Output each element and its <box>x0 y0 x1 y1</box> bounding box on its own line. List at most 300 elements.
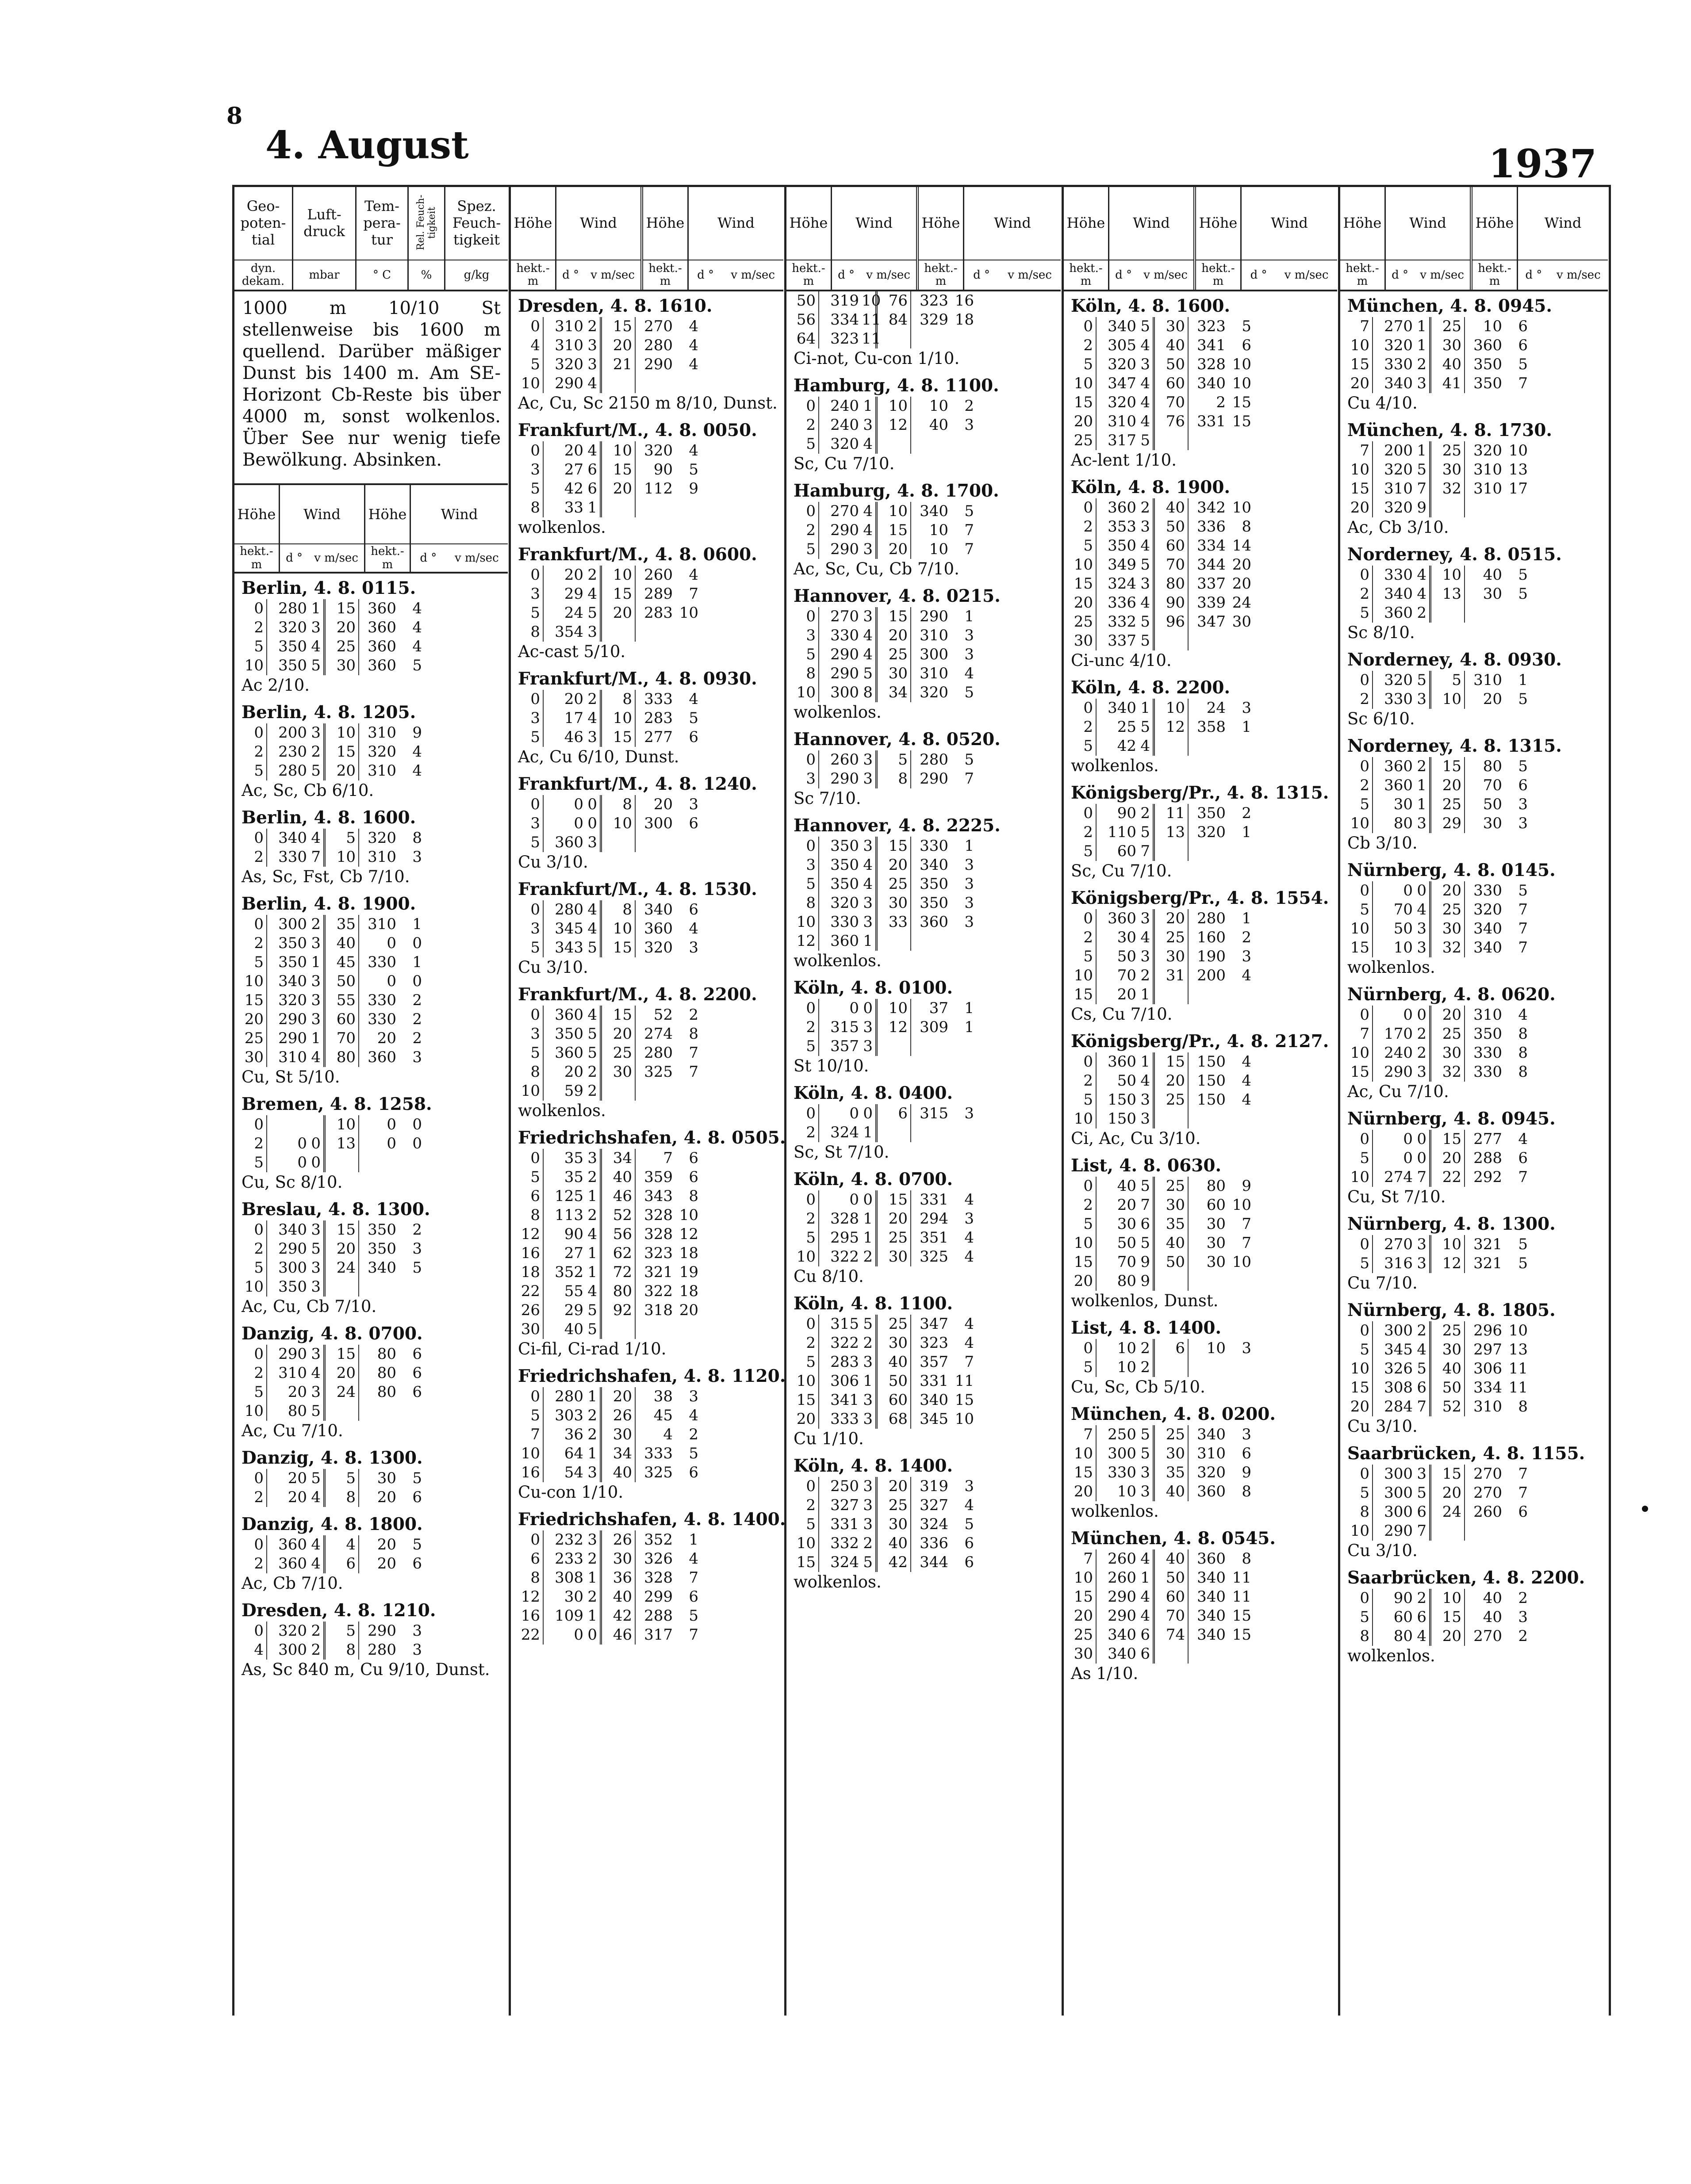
data-cell: 10 <box>1372 938 1415 957</box>
data-cell: 1 <box>1415 336 1431 355</box>
data-cell: 76 <box>888 292 908 310</box>
data-cell: 10 <box>1508 1322 1528 1339</box>
data-row <box>1071 1339 1332 1358</box>
data-cell: 0 <box>586 795 602 814</box>
cloud-note: Ci-fil, Ci-rad 1/10. <box>518 1339 667 1358</box>
data-cell <box>1155 631 1188 650</box>
data-cell: 15 <box>1074 1588 1093 1606</box>
data-cell: 0 <box>1360 1465 1369 1483</box>
data-cell: 5 <box>530 480 540 497</box>
cloud-note: Sc, Cu 7/10. <box>794 454 895 473</box>
data-cell: 7 <box>1415 479 1431 498</box>
data-cell: 6 <box>1518 1149 1528 1167</box>
data-cell: 30 <box>1442 461 1461 478</box>
data-cell: 5 <box>586 1025 602 1044</box>
data-cell: 12 <box>679 1225 698 1243</box>
data-cell: 277 <box>635 728 675 747</box>
data-row <box>1347 1484 1603 1503</box>
data-cell: 4 <box>1139 737 1155 756</box>
cloud-note: Ac 2/10. <box>242 676 310 695</box>
data-cell: 6 <box>689 1168 698 1186</box>
station-block <box>234 1447 508 1510</box>
data-cell: 150 <box>1188 1052 1228 1071</box>
data-cell: 24 <box>336 1383 356 1401</box>
data-row <box>794 999 1055 1018</box>
data-cell: 2 <box>586 317 602 336</box>
data-row <box>518 709 778 728</box>
data-cell: 2 <box>1242 804 1251 822</box>
data-row <box>1347 900 1603 919</box>
data-cell: 320 <box>910 683 951 702</box>
data-cell: 290 <box>818 769 862 788</box>
data-row <box>518 1063 778 1082</box>
data-cell: 0 <box>266 1134 310 1153</box>
data-cell: 350 <box>1096 536 1139 555</box>
data-cell: 50 <box>1096 1071 1139 1090</box>
data-cell: 0 <box>530 1149 540 1167</box>
data-cell: 15 <box>1232 413 1251 430</box>
data-cell: 20 <box>1074 1483 1093 1500</box>
data-cell: 280 <box>543 900 586 919</box>
data-cell: 33 <box>888 913 908 931</box>
header-pressure: Luft-druck mbar <box>293 186 357 290</box>
data-cell <box>1431 604 1464 623</box>
data-cell: 3 <box>530 709 540 727</box>
data-cell: 20 <box>888 1210 908 1228</box>
data-cell: 5 <box>530 834 540 851</box>
data-cell: 15 <box>1232 1607 1251 1625</box>
data-cell: 3 <box>862 1353 878 1372</box>
data-cell: 3 <box>530 815 540 832</box>
data-cell: 5 <box>1360 604 1369 622</box>
data-cell: 20 <box>266 1488 310 1507</box>
data-cell <box>1228 985 1254 1004</box>
data-cell <box>1155 985 1188 1004</box>
data-cell <box>602 623 635 642</box>
data-cell: 2 <box>1518 1627 1528 1645</box>
data-cell: 110 <box>1096 823 1139 842</box>
data-cell: 1 <box>1415 795 1431 814</box>
data-cell: 2 <box>1415 1025 1431 1044</box>
data-cell: 5 <box>530 1168 540 1186</box>
data-cell: 30 <box>521 1320 540 1338</box>
cloud-note: wolkenlos. <box>1347 1646 1435 1665</box>
data-cell: 0 <box>1083 910 1093 927</box>
data-cell: 280 <box>635 336 675 355</box>
data-cell: 2 <box>862 1334 878 1353</box>
data-cell: 40 <box>613 1588 632 1606</box>
data-cell: 4 <box>964 1248 974 1266</box>
cloud-note: Sc 7/10. <box>794 789 861 808</box>
header-wind: Wind d ° v m/sec <box>1386 186 1472 290</box>
data-cell: 4 <box>1139 393 1155 412</box>
data-cell: 56 <box>796 311 816 329</box>
data-row <box>1347 1340 1603 1359</box>
data-cell: 6 <box>1518 317 1528 335</box>
data-cell: 10 <box>244 657 264 674</box>
data-cell: 20 <box>1232 575 1251 593</box>
cloud-note: Cu, St 7/10. <box>1347 1187 1446 1206</box>
data-cell: 4 <box>586 441 602 460</box>
column-header <box>511 186 783 291</box>
data-cell: 7 <box>1242 1215 1251 1233</box>
data-cell: 20 <box>888 540 908 558</box>
data-cell: 280 <box>358 1641 399 1660</box>
data-row <box>1071 1425 1332 1444</box>
data-row <box>794 1410 1055 1429</box>
data-cell: 29 <box>543 1301 586 1320</box>
data-cell: 0 <box>358 972 399 991</box>
data-cell: 13 <box>1508 461 1528 478</box>
data-cell: 200 <box>1372 441 1415 460</box>
data-cell: 3 <box>310 1220 326 1239</box>
data-cell: 331 <box>910 1372 951 1391</box>
data-row <box>794 626 1055 645</box>
data-cell: 15 <box>1442 1608 1461 1626</box>
data-row <box>518 1282 778 1301</box>
data-cell: 320 <box>266 1622 310 1641</box>
data-cell: 40 <box>910 416 951 435</box>
data-row <box>794 1553 1055 1572</box>
data-row <box>1347 1503 1603 1522</box>
data-cell: 340 <box>1372 585 1415 604</box>
data-cell <box>326 1278 358 1297</box>
data-cell: 150 <box>1188 1090 1228 1109</box>
data-cell: 350 <box>266 934 310 953</box>
data-cell: 15 <box>888 837 908 855</box>
data-row <box>1071 1549 1332 1568</box>
data-cell: 290 <box>358 1622 399 1641</box>
data-cell: 2 <box>586 1206 602 1225</box>
data-cell: 41 <box>1442 375 1461 392</box>
data-cell: 20 <box>613 604 632 622</box>
data-cell: 16 <box>521 1244 540 1262</box>
data-cell: 340 <box>1096 699 1139 718</box>
data-cell: 330 <box>358 953 399 972</box>
data-cell: 0 <box>358 1115 399 1134</box>
data-cell: 6 <box>689 815 698 832</box>
data-cell: 45 <box>336 953 356 971</box>
data-cell: 2 <box>254 848 264 866</box>
data-cell: 15 <box>1442 1465 1461 1483</box>
data-cell: 290 <box>818 645 862 664</box>
data-cell: 290 <box>266 1239 310 1258</box>
data-cell: 327 <box>910 1496 951 1515</box>
data-cell: 4 <box>412 762 422 780</box>
data-cell: 32 <box>1442 939 1461 956</box>
cloud-note: Cu 3/10. <box>1347 1417 1418 1436</box>
data-cell: 20 <box>635 795 675 814</box>
data-cell: 288 <box>1464 1149 1505 1168</box>
data-cell: 327 <box>818 1496 862 1515</box>
data-cell: 343 <box>635 1187 675 1206</box>
data-cell: 20 <box>1350 499 1369 516</box>
data-cell: 20 <box>1232 556 1251 574</box>
data-row <box>794 521 1055 540</box>
data-row <box>242 723 502 742</box>
data-cell: 46 <box>613 1187 632 1205</box>
data-cell: 96 <box>1166 613 1185 631</box>
data-cell: 24 <box>543 604 586 623</box>
data-cell: 0 <box>412 972 422 990</box>
data-cell: 10 <box>1232 499 1251 516</box>
data-cell: 5 <box>346 829 356 847</box>
cloud-note: Ac-lent 1/10. <box>1071 451 1177 470</box>
data-cell: 11 <box>1508 1360 1528 1377</box>
data-cell: 15 <box>796 1553 816 1571</box>
data-cell: 25 <box>336 638 356 655</box>
data-cell: 46 <box>543 728 586 747</box>
data-cell: 10 <box>955 1410 974 1428</box>
data-cell: 299 <box>635 1587 675 1606</box>
cloud-note: Cu, Sc, Cb 5/10. <box>1071 1377 1205 1396</box>
data-cell: 0 <box>806 1105 816 1122</box>
data-cell: 5 <box>1083 1091 1093 1109</box>
data-row <box>518 441 778 460</box>
column-header <box>1064 186 1337 291</box>
data-row <box>242 656 502 675</box>
data-cell: 0 <box>530 1531 540 1549</box>
data-cell: 0 <box>1083 317 1093 335</box>
data-cell: 2 <box>1415 1589 1431 1608</box>
data-row <box>518 460 778 479</box>
data-cell: 64 <box>796 330 816 348</box>
data-cell: 50 <box>1166 1253 1185 1271</box>
data-row <box>1071 985 1332 1004</box>
data-cell: 40 <box>1442 1360 1461 1377</box>
data-cell: 10 <box>1166 699 1185 717</box>
data-cell: 6 <box>530 1550 540 1568</box>
data-cell: 20 <box>266 1469 310 1488</box>
data-cell: 30 <box>1166 317 1185 335</box>
data-cell: 5 <box>310 1239 326 1258</box>
data-cell: 5 <box>1518 1255 1528 1272</box>
data-cell: 324 <box>818 1553 862 1572</box>
data-cell: 340 <box>910 1391 951 1410</box>
data-cell <box>878 932 910 951</box>
data-cell: 328 <box>635 1206 675 1225</box>
data-cell: 4 <box>310 1364 326 1383</box>
data-cell: 300 <box>1372 1484 1415 1503</box>
data-cell: 3 <box>1415 374 1431 393</box>
data-row <box>518 566 778 585</box>
station-title: Saarbrücken, 4. 8. 1155. <box>1347 1443 1585 1464</box>
station-title: Hannover, 4. 8. 2225. <box>794 815 1001 836</box>
data-cell: 323 <box>1188 317 1228 336</box>
data-cell <box>399 1278 425 1297</box>
data-row <box>1347 498 1603 517</box>
data-cell: 60 <box>336 1010 356 1028</box>
data-cell: 22 <box>1442 1168 1461 1186</box>
data-cell <box>675 623 701 642</box>
data-row <box>1347 1149 1603 1168</box>
station-title: München, 4. 8. 0945. <box>1347 296 1553 316</box>
data-cell: 325 <box>910 1247 951 1266</box>
data-cell: 3 <box>862 1391 878 1410</box>
data-cell: 0 <box>818 999 862 1018</box>
data-cell: 15 <box>336 1345 356 1363</box>
data-cell: 5 <box>586 1301 602 1320</box>
data-cell: 30 <box>358 1469 399 1488</box>
data-cell: 7 <box>1083 1426 1093 1443</box>
data-cell: 5 <box>1360 1608 1369 1626</box>
data-cell: 349 <box>1096 555 1139 574</box>
data-cell: 7 <box>1518 920 1528 937</box>
data-cell: 343 <box>543 938 586 957</box>
data-cell: 80 <box>358 1345 399 1364</box>
cloud-note: Ac, Sc, Cb 6/10. <box>242 781 374 800</box>
data-cell <box>326 1153 358 1172</box>
data-row <box>1347 776 1603 795</box>
data-row <box>518 919 778 938</box>
data-cell: 326 <box>635 1549 675 1568</box>
station-title: Nürnberg, 4. 8. 0945. <box>1347 1109 1556 1129</box>
data-cell: 9 <box>412 724 422 742</box>
data-cell: 2 <box>1415 604 1431 623</box>
data-cell: 10 <box>521 1082 540 1100</box>
data-cell: 10 <box>910 540 951 559</box>
data-cell: 2 <box>1083 823 1093 841</box>
data-cell: 30 <box>613 1550 632 1568</box>
data-cell: 20 <box>266 1383 310 1402</box>
data-cell: 0 <box>586 1626 602 1645</box>
data-row <box>242 742 502 761</box>
data-cell: 5 <box>1083 356 1093 373</box>
data-row <box>518 1168 778 1187</box>
data-cell: 324 <box>1096 574 1139 593</box>
data-cell: 340 <box>910 502 951 521</box>
data-cell: 30 <box>613 1426 632 1443</box>
data-cell: 8 <box>689 1187 698 1205</box>
data-cell: 330 <box>1464 881 1505 900</box>
data-cell: 34 <box>613 1149 632 1167</box>
station-block <box>1340 649 1608 731</box>
data-cell: 8 <box>1518 1044 1528 1062</box>
station-title: Köln, 4. 8. 1100. <box>794 1293 953 1314</box>
data-cell: 7 <box>1518 1168 1528 1186</box>
data-cell: 340 <box>1188 1587 1228 1606</box>
header-geopotential: Geo-poten-tial dyn. dekam. <box>234 186 293 290</box>
cloud-note: wolkenlos. <box>794 1572 882 1591</box>
data-cell: 5 <box>1415 460 1431 479</box>
data-cell: 20 <box>1442 1484 1461 1502</box>
data-cell: 0 <box>530 690 540 708</box>
data-cell: 30 <box>1442 1341 1461 1358</box>
data-cell: 4 <box>964 1496 974 1514</box>
cloud-note: Cu 3/10. <box>518 853 588 872</box>
data-cell: 340 <box>1188 1606 1228 1626</box>
data-row <box>1347 1608 1603 1627</box>
data-row <box>1071 966 1332 985</box>
data-cell: 15 <box>1442 1130 1461 1148</box>
data-cell: 1 <box>310 599 326 618</box>
data-cell: 290 <box>1372 1063 1415 1082</box>
data-cell: 6 <box>689 901 698 918</box>
data-cell: 360 <box>358 637 399 656</box>
data-cell: 4 <box>310 1488 326 1507</box>
data-cell: 3 <box>964 913 974 931</box>
data-cell: 360 <box>266 1535 310 1554</box>
data-cell: 340 <box>1372 374 1415 393</box>
data-row <box>1347 1025 1603 1044</box>
data-cell: 5 <box>254 1154 264 1171</box>
data-cell: 3 <box>1518 796 1528 813</box>
data-cell: 5 <box>1083 842 1093 860</box>
data-cell: 2 <box>1083 518 1093 535</box>
data-row <box>1071 1626 1332 1645</box>
data-cell: 13 <box>1508 1341 1528 1358</box>
station-title: Friedrichshafen, 4. 8. 0505. <box>518 1128 786 1148</box>
data-cell: 5 <box>1452 671 1461 689</box>
data-cell: 25 <box>1166 1426 1185 1443</box>
data-cell: 15 <box>336 600 356 617</box>
data-cell: 344 <box>910 1553 951 1572</box>
data-cell: 25 <box>888 875 908 893</box>
data-cell: 60 <box>1166 1588 1185 1606</box>
data-cell: 20 <box>888 1477 908 1495</box>
data-cell: 12 <box>888 416 908 434</box>
data-cell: 0 <box>530 317 540 335</box>
data-cell: 2 <box>1360 690 1369 708</box>
data-cell: 5 <box>1518 356 1528 373</box>
data-cell: 337 <box>1188 574 1228 593</box>
data-cell: 8 <box>1518 1063 1528 1081</box>
data-cell: 1 <box>1415 441 1431 460</box>
data-cell: 45 <box>635 1406 675 1425</box>
data-cell: 300 <box>635 814 675 833</box>
data-cell: 20 <box>1350 375 1369 392</box>
data-cell: 320 <box>1096 393 1139 412</box>
station-block <box>511 543 783 664</box>
data-cell: 0 <box>1360 1589 1369 1607</box>
data-cell <box>635 498 675 517</box>
data-cell: 80 <box>613 1282 632 1300</box>
station-block <box>786 291 1061 371</box>
data-cell: 3 <box>862 416 878 435</box>
cloud-note: wolkenlos. <box>794 951 882 970</box>
data-cell: 9 <box>689 480 698 497</box>
data-cell: 5 <box>806 1353 816 1371</box>
data-cell: 20 <box>1074 594 1093 612</box>
data-cell: 4 <box>1139 412 1155 431</box>
data-cell: 22 <box>521 1282 540 1300</box>
data-cell: 25 <box>613 1044 632 1062</box>
station-block <box>234 1323 508 1443</box>
data-cell: 320 <box>635 441 675 460</box>
data-row <box>1071 737 1332 756</box>
data-cell: 315 <box>818 1315 862 1334</box>
data-row <box>794 502 1055 521</box>
data-cell: 0 <box>1360 566 1369 584</box>
data-row <box>1347 1465 1603 1484</box>
data-cell: 0 <box>254 829 264 847</box>
data-cell: 0 <box>530 901 540 918</box>
data-cell: 50 <box>796 292 816 310</box>
data-cell: 360 <box>1188 1549 1228 1568</box>
data-row <box>1071 1071 1332 1090</box>
data-cell: 5 <box>586 604 602 623</box>
data-cell: 1 <box>964 837 974 855</box>
data-cell: 9 <box>1139 1253 1155 1272</box>
data-cell: 0 <box>310 1153 326 1172</box>
data-cell: 7 <box>310 848 326 867</box>
data-cell: 12 <box>888 1018 908 1036</box>
data-cell: 3 <box>964 856 974 874</box>
data-cell: 40 <box>1464 1608 1505 1627</box>
data-cell: 5 <box>898 751 908 769</box>
data-cell: 3 <box>964 416 974 434</box>
data-cell: 360 <box>543 1044 586 1063</box>
